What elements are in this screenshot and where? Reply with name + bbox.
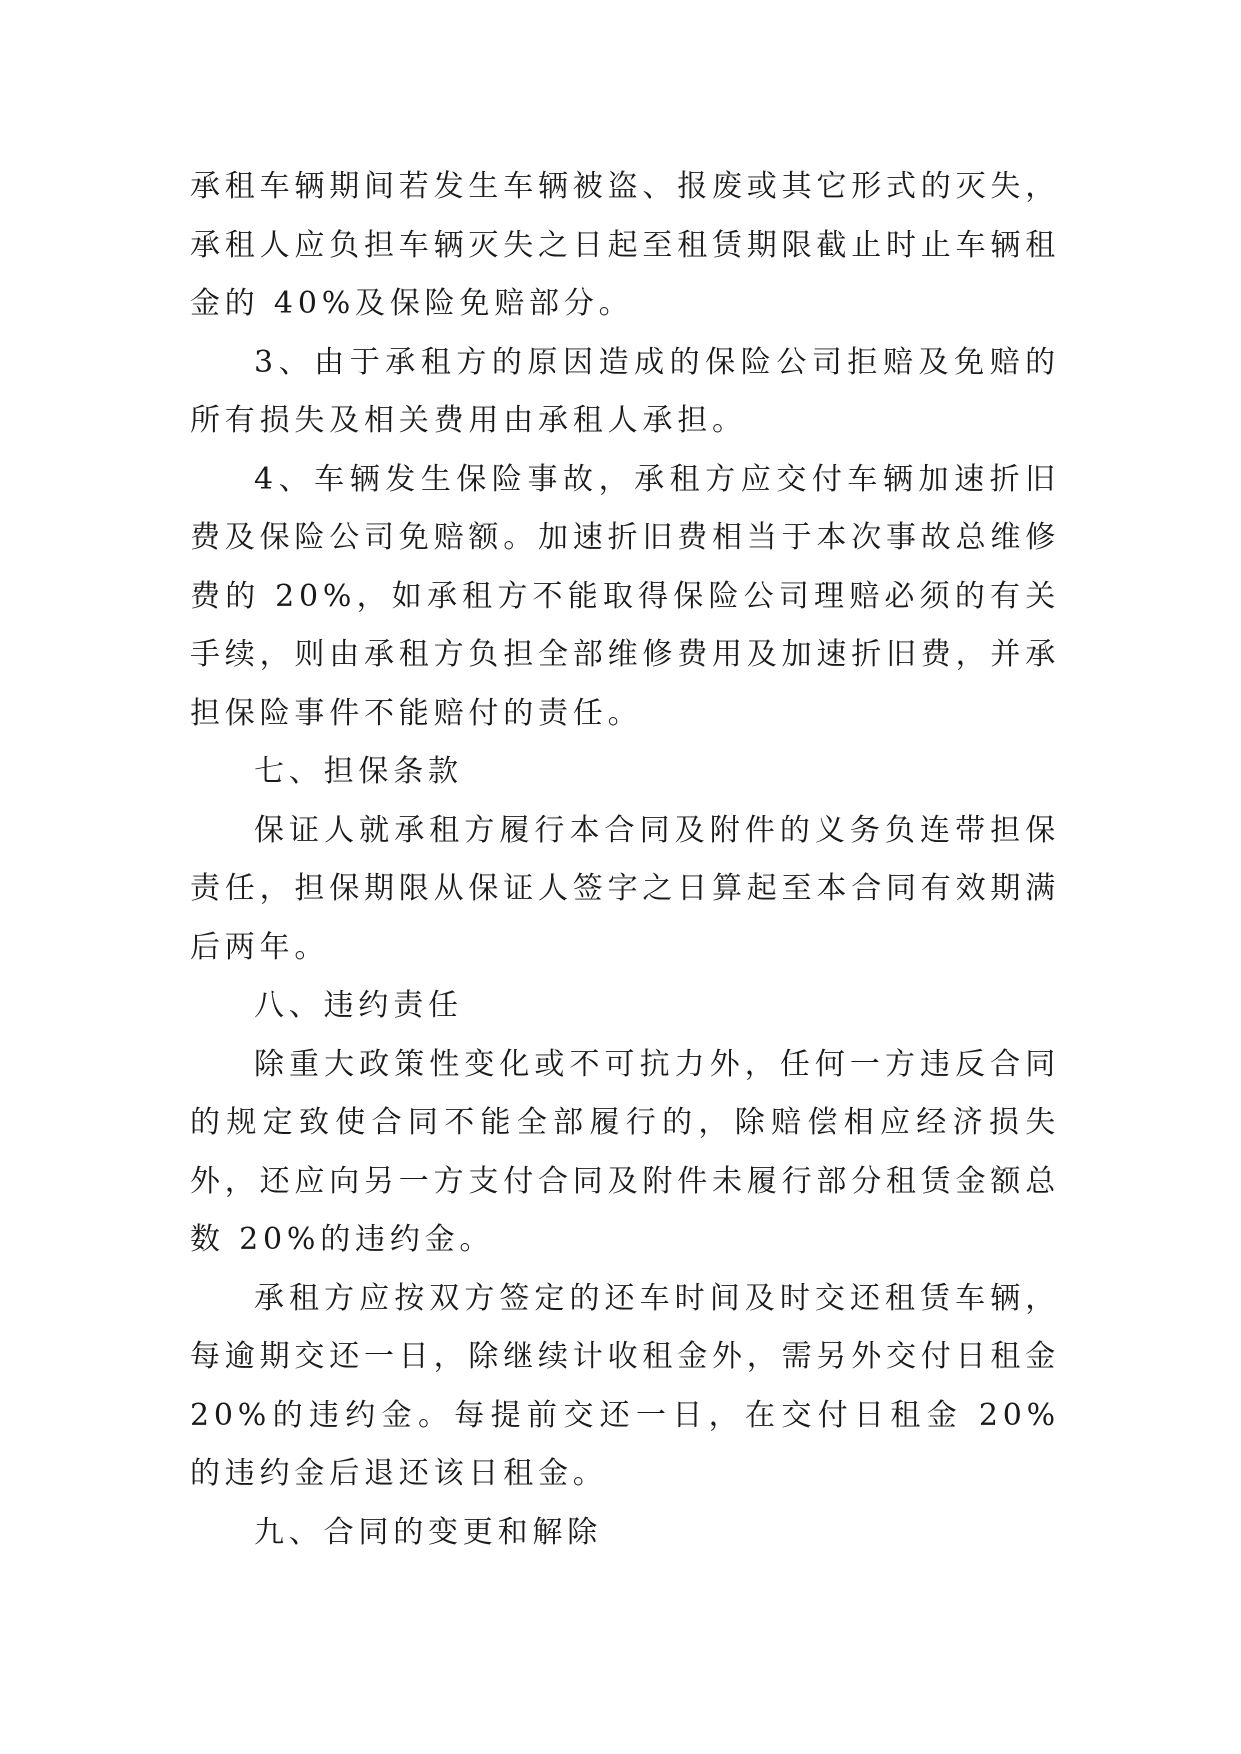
paragraph-clause-4: 4、车辆发生保险事故，承租方应交付车辆加速折旧费及保险公司免赔额。加速折旧费相当于本次事故总维修费的 20%，如承租方不能取得保险公司理赔必须的有关手续，则由承租方负担全部维修费用及加速折旧费，并承担保险事件不能赔付的责任。 <box>190 461 1060 731</box>
paragraph-guarantee: 保证人就承租方履行本合同及附件的义务负连带担保责任，担保期限从保证人签字之日算起至本合同有效期满后两年。 <box>190 812 1060 965</box>
paragraph-breach-general: 除重大政策性变化或不可抗力外，任何一方违反合同的规定致使合同不能全部履行的，除赔偿相应经济损失外，还应向另一方支付合同及附件未履行部分租赁金额总数 20%的违约金。 <box>190 1046 1060 1257</box>
document-body <box>190 158 1060 1562</box>
paragraph-clause-3: 3、由于承租方的原因造成的保险公司拒赔及免赔的所有损失及相关费用由承租人承担。 <box>190 344 1060 438</box>
section-heading-change-termination: 九、合同的变更和解除 <box>254 1514 602 1550</box>
section-heading-guarantee: 七、担保条款 <box>254 754 463 789</box>
paragraph-breach-return: 承租方应按双方签定的还车时间及时交还租赁车辆，每逾期交还一日，除继续计收租金外，需另外交付日租金 20%的违约金。每提前交还一日，在交付日租金 20%的违约金后退还该日租金。 <box>190 1280 1060 1491</box>
paragraph-vehicle-loss: 承租车辆期间若发生车辆被盗、报废或其它形式的灭失，承租人应负担车辆灭失之日起至租赁期限截止时止车辆租金的 40%及保险免赔部分。 <box>190 169 1060 321</box>
section-heading-breach: 八、违约责任 <box>254 988 463 1023</box>
